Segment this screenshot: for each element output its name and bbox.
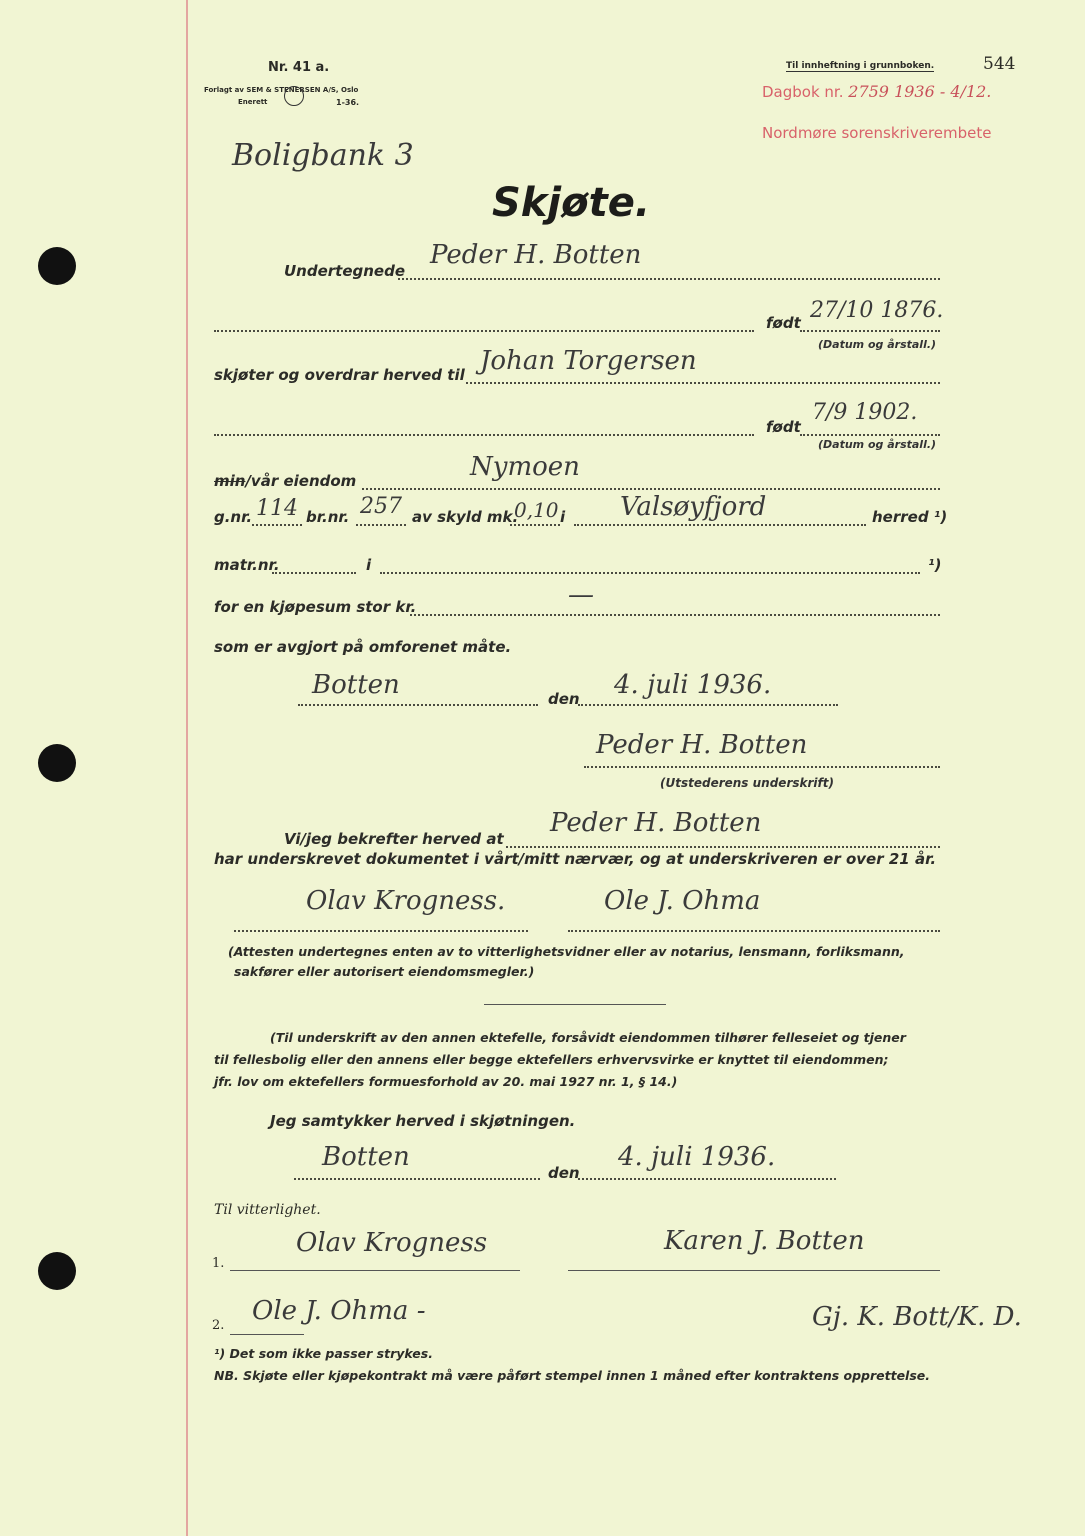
annotation-handwritten: Boligbank 3 [232, 138, 414, 173]
filing-note: Til innheftning i grunnboken. [786, 61, 935, 71]
undertegnede-value: Peder H. Botten [430, 240, 642, 270]
fill-line [510, 524, 560, 526]
skjoter-label: skjøter og overdrar herved til [214, 366, 465, 384]
eiendom-label [214, 472, 356, 490]
avgjort-text: som er avgjort på omforenet måte. [214, 638, 512, 656]
diary-value: 2759 1936 - 4/12. [848, 82, 992, 101]
fill-line [506, 846, 940, 848]
samtykker-text: Jeg samtykker herved i skjøtningen. [270, 1112, 576, 1130]
fill-line [574, 524, 866, 526]
form-number: Nr. 41 a. [268, 60, 330, 75]
page-number: 544 [983, 54, 1016, 74]
signature-line [230, 1270, 520, 1271]
witness-num-1: 1. [212, 1256, 225, 1271]
publisher-line: Forlagt av SEM & STENERSEN A/S, Oslo [204, 86, 359, 94]
issuer-caption: (Utstederens underskrift) [660, 776, 834, 790]
attest-note-1: (Attesten undertegnes enten av to vitterlighetsvidner eller av notarius, lensmann, forliksmann, [228, 944, 905, 959]
document-title: Skjøte. [492, 180, 651, 226]
marginal-note: Gj. K. Bott/K. D. [812, 1302, 1022, 1332]
issuer-signature: Peder H. Botten [596, 730, 808, 760]
fill-line [298, 704, 538, 706]
fill-line [410, 614, 940, 616]
place2: Botten [322, 1142, 410, 1172]
fill-line [578, 704, 838, 706]
matr-label: matr.nr. [214, 556, 280, 574]
witness1-signature: Olav Krogness. [306, 886, 506, 916]
fill-line [272, 572, 356, 574]
fodt2-value: 7/9 1902. [812, 400, 918, 425]
fill-line [568, 930, 940, 932]
spouse-note-1: (Til underskrift av den annen ektefelle, forsåvidt eiendommen tilhører felleseiet og tjener [270, 1030, 906, 1045]
kjopesum-value: — [568, 580, 594, 610]
brnr-label: br.nr. [306, 508, 350, 526]
den1-label: den [548, 690, 580, 708]
bekrefter-line2: har underskrevet dokumentet i vårt/mitt nærvær, og at underskriveren er over 21 år. [214, 850, 937, 868]
skyld-value: 0,10 [514, 498, 559, 522]
date2: 4. juli 1936. [618, 1142, 776, 1172]
fodt2-label: født [766, 418, 801, 436]
brnr-value: 257 [360, 494, 402, 519]
fill-line [398, 278, 940, 280]
attest-note-2: sakfører eller autorisert eiendomsmegler.) [234, 964, 535, 979]
matr-i: i [366, 556, 372, 574]
fill-line [362, 488, 940, 490]
footnote-1: ¹) Det som ikke passer strykes. [214, 1346, 433, 1361]
punch-hole [38, 744, 76, 782]
punch-hole [38, 1252, 76, 1290]
footnote-2: NB. Skjøte eller kjøpekontrakt må være påført stempel innen 1 måned efter kontraktens opprettelse. [214, 1368, 931, 1383]
fill-line [380, 572, 920, 574]
kjopesum-label: for en kjøpesum stor kr. [214, 598, 417, 616]
undertegnede-label: Undertegnede [284, 262, 406, 280]
fill-line [800, 434, 940, 436]
spouse-note-2: til fellesbolig eller den annens eller begge ektefellers erhvervsvirke er knyttet til eiendommen; [214, 1052, 889, 1067]
gnr-value: 114 [256, 496, 298, 521]
fill-line [578, 1178, 836, 1180]
fill-line [234, 930, 528, 932]
publisher-logo-icon [284, 86, 304, 106]
i-label: i [560, 508, 566, 526]
fill-line [294, 1178, 540, 1180]
spouse-note-3: jfr. lov om ektefellers formuesforhold av 20. mai 1927 nr. 1, § 14.) [214, 1074, 678, 1089]
eiendom-struck: min [214, 472, 246, 490]
fill-line [214, 330, 754, 332]
skjoter-value: Johan Torgersen [480, 346, 697, 376]
datum-caption: (Datum og årstall.) [818, 338, 937, 351]
fill-line [252, 524, 302, 526]
date1: 4. juli 1936. [614, 670, 772, 700]
publisher-rights: Enerett [238, 98, 268, 106]
fill-line [214, 434, 754, 436]
margin-line [186, 0, 188, 1536]
den2-label: den [548, 1164, 580, 1182]
skyld-label: av skyld mk. [412, 508, 519, 526]
witness4-signature: Ole J. Ohma - [252, 1296, 426, 1326]
punch-hole [38, 247, 76, 285]
herred-label: herred ¹) [872, 508, 948, 526]
fodt1-label: født [766, 314, 801, 332]
fill-line [800, 330, 940, 332]
fill-line [584, 766, 940, 768]
place1: Botten [312, 670, 400, 700]
fill-line [356, 524, 406, 526]
witness3-signature: Olav Krogness [296, 1228, 488, 1258]
fodt1-value: 27/10 1876. [810, 298, 944, 323]
signature-line [568, 1270, 940, 1271]
divider [484, 1004, 666, 1005]
fill-line [466, 382, 940, 384]
signature-line [230, 1334, 304, 1335]
vitterlighet-label: Til vitterlighet. [214, 1202, 321, 1218]
herred-value: Valsøyfjord [620, 492, 767, 522]
diary-label: Dagbok nr. [762, 83, 844, 101]
witness-num-2: 2. [212, 1318, 225, 1333]
eiendom-value: Nymoen [470, 452, 580, 482]
spouse-signature: Karen J. Botten [664, 1226, 865, 1256]
court-stamp: Nordmøre sorenskriverembete [762, 124, 992, 142]
datum-caption: (Datum og årstall.) [818, 438, 937, 451]
eiendom-text: /vår eiendom [245, 472, 357, 490]
publisher-code: 1-36. [336, 98, 360, 107]
gnr-label: g.nr. [214, 508, 253, 526]
bekrefter-value: Peder H. Botten [550, 808, 762, 838]
witness2-signature: Ole J. Ohma [604, 886, 761, 916]
bekrefter-label: Vi/jeg bekrefter herved at [284, 830, 504, 848]
diary-stamp [762, 82, 991, 101]
matr-note: ¹) [928, 556, 942, 574]
